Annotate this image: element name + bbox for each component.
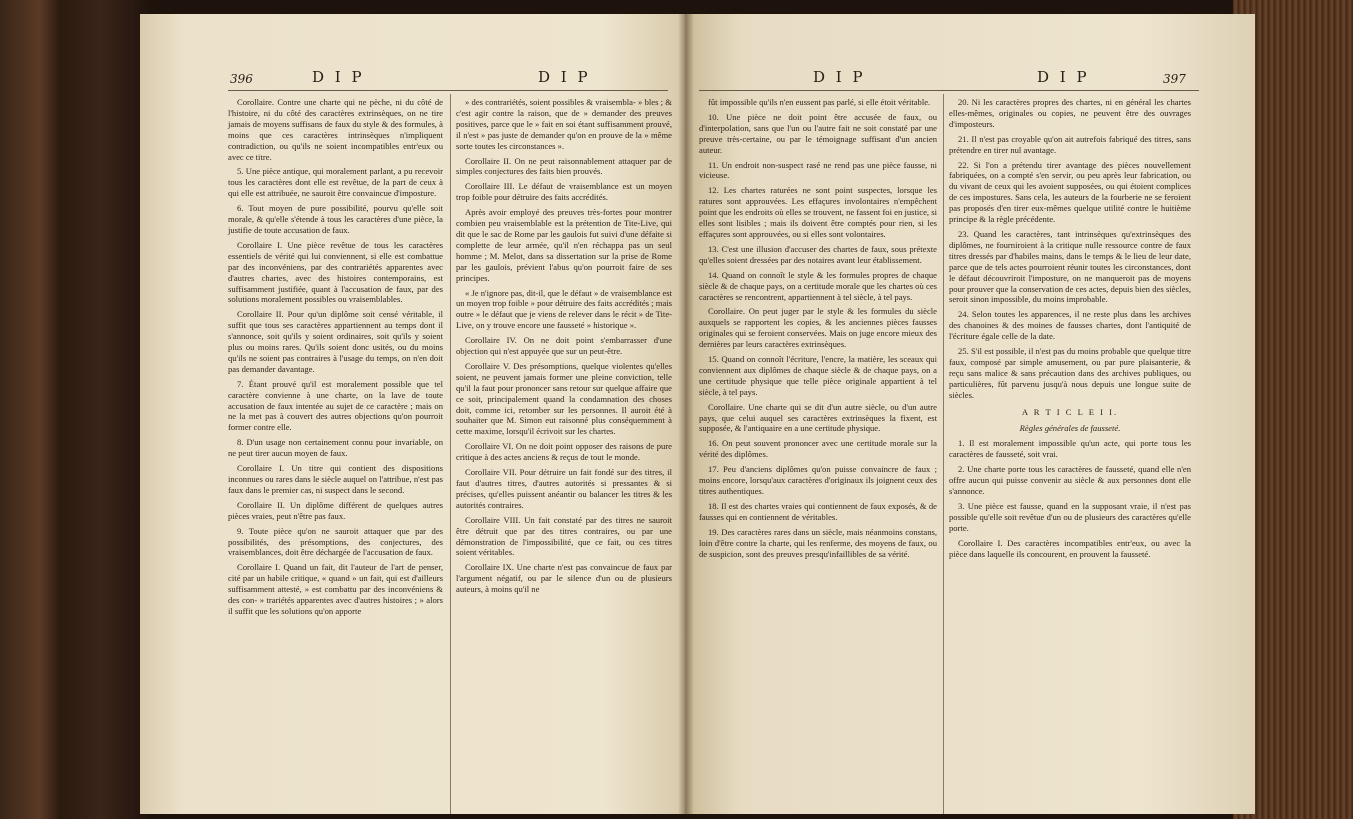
paragraph: 8. D'un usage non certainement connu pour invariable, on ne peut tirer aucun moyen de faux. xyxy=(228,437,443,459)
right-column-2 xyxy=(949,97,1191,563)
paragraph: 9. Toute pièce qu'on ne sauroit attaquer que par des possibilités, des présomptions, des conjectures, des vraisemblances, doit être déchargée de l'accusation de faux. xyxy=(228,525,443,558)
paragraph: Corollaire I. Une pièce revêtue de tous les caractères essentiels de vérité qui lui conviennent, si elle est combattue par des inconvéniens, par des contrariétés apparentes avec d'autres chartes, avec des histoires contemporains, est suffisamment justifiée, quant à l'accusation de faux, par des solutions moralement possibles ou vraisemblables. xyxy=(228,239,443,305)
paragraph: Corollaire. Contre une charte qui ne pèche, ni du côté de l'histoire, ni du côté des caractères extrinsèques, on ne tire jamais de moyens suffisans de faux du style & des formules, à moins que ces caractères intrinsèques n'impliquent contradiction, ou qu'ils ne soient incompatibles entr'eux ou avec ce titre. xyxy=(228,97,443,162)
paragraph: 11. Un endroit non-suspect rasé ne rend pas une pièce fausse, ni vicieuse. xyxy=(699,159,937,181)
paragraph: 23. Quand les caractères, tant intrinsèques qu'extrinsèques des diplômes, ne fourniroient à la critique nulle ressource contre de faux titres dressés par d'habiles mains, dans le temps & le lieu de leur date, parce que de tels actes pourroient réunir toutes les circonstances, dont le défaut découvriroit l'imposture, on ne manqueroit pas de moyens pour prouver que la conservation de ces actes, depuis bien des siècles, seroit sinon impossible, du moins improbable. xyxy=(949,228,1191,305)
paragraph: « Je n'ignore pas, dit-il, que le défaut » de vraisemblance est un moyen trop foible » pour détruire des faits accrédités ; mais outre » le défaut que je viens de relever dans le récit » de Tite-Live, on y trouve encore une fausseté » historique ». xyxy=(456,287,673,331)
left-column-1 xyxy=(228,97,443,621)
paragraph: 5. Une pièce antique, qui moralement parlant, a pu recevoir tous les caractères dont elle est revêtue, de la part de ceux à qui elle est attribuée, ne sauroit être convaincue d'imposture. xyxy=(228,166,443,199)
paragraph: Corollaire I. Des caractères incompatibles entr'eux, ou avec la pièce dans laquelle ils concourent, en prouvent la fausseté. xyxy=(949,537,1191,559)
paragraph: Après avoir employé des preuves très-fortes pour montrer combien peu vraisemblable est la prétention de Tite-Live, qui dit que le sac de Rome par les gaulois fut suivi d'une défaite si complette de leur armée, qu'il n'en réchappa pas un seul homme ; M. Melot, dans sa dissertation sur la prise de Rome par les gaulois, prévient l'abus qu'on pourroit faire de ses principes. xyxy=(456,207,672,283)
right-page xyxy=(685,14,1255,814)
right-header-left: D I P xyxy=(813,68,866,86)
paragraph: 18. Il est des chartes vraies qui contiennent de faux exposés, & de fausses qui en contiennent de véritables. xyxy=(699,500,937,522)
paragraph: fût impossible qu'ils n'en eussent pas parlé, si elle étoit véritable. xyxy=(708,97,931,107)
paragraph: Corollaire II. Un diplôme différent de quelques autres pièces vraies, peut n'être pas faux. xyxy=(228,499,443,521)
paragraph: Corollaire IX. Une charte n'est pas convaincue de faux par l'argument négatif, ou par le silence d'un ou de plusieurs auteurs, à moins qu'il ne xyxy=(456,562,672,595)
paragraph: Corollaire V. Des présomptions, quelque violentes qu'elles soient, ne peuvent jamais former une pleine conviction, telle qu'il la faut pour prononcer sans retour sur quelque affaire que ce soit, principalement quand la condamnation des choses doit, comme ici, retomber sur les personnes. Il auroit été à souhaiter que M. Simon eut raisonné plus conséquemment à cette maxime, lorsqu'il écrivoit sur les chartes. xyxy=(456,360,672,437)
paragraph: 1. Il est moralement impossible qu'un acte, qui porte tous les caractères de fausseté, soit vrai. xyxy=(949,438,1191,460)
right-page-number: 397 xyxy=(1163,72,1186,86)
paragraph: Corollaire VI. On ne doit point opposer des raisons de pure critique à des actes anciens & reçus de tout le monde. xyxy=(456,441,672,463)
paragraph: A R T I C L E I I. xyxy=(1021,406,1119,417)
paragraph: Corollaire VIII. Un fait constaté par des titres ne sauroit être détruit que par des titres contraires, ou par une démonstration de l'impossibilité, que ce fait, ou ces titres soient véritables. xyxy=(456,514,672,558)
paragraph: Corollaire I. Quand un fait, dit l'auteur de l'art de penser, cité par un habile critique, « quand » un fait, qui est d'ailleurs suffisamment attesté, » est combattu par des inconvéniens & des con- » trariétés apparentes avec d'autres histoires ; » alors il suffit que les solutions qu'on apporte xyxy=(228,562,443,616)
paragraph: Règles générales de fausseté. xyxy=(1019,423,1121,434)
paragraph: Corollaire I. Un titre qui contient des dispositions inconnues ou rares dans le siècle auquel on l'attribue, n'est pas faux dans le premier cas, ni suspect dans le second. xyxy=(228,463,443,495)
paragraph: 24. Selon toutes les apparences, il ne reste plus dans les archives des chanoines & des moines de fausses chartes, dont l'antiquité de l'écriture égale celle de la date. xyxy=(949,309,1191,342)
paragraph: 2. Une charte porte tous les caractères de fausseté, quand elle n'en offre aucun qui puisse convenir au siècle & aux personnes dont elle s'annonce. xyxy=(949,464,1191,496)
paragraph: 17. Peu d'anciens diplômes qu'on puisse convaincre de faux ; moins encore, lorsqu'aux caractères d'originaux ils joignent ceux des titres authentiques. xyxy=(699,464,937,496)
paragraph: » des contrariétés, soient possibles & vraisembla- » bles ; & c'est agir contre la raison, que de » demander des preuves positives, parce que le » fait en soi étant suffisamment prouvé, il n'est » pas juste de demander qu'on en prouve de la » même sorte toutes les circonstances ». xyxy=(456,97,672,151)
paragraph: 20. Ni les caractères propres des chartes, ni en général les chartes elles-mêmes, originales ou copies, ne peuvent être des ouvrages d'imposteurs. xyxy=(949,97,1191,129)
right-column-1 xyxy=(699,97,937,563)
left-header-left: D I P xyxy=(312,68,365,86)
paragraph: 7. Étant prouvé qu'il est moralement possible que tel caractère convienne à une charte, on la lave de toute accusation de faux intentée au sujet de ce caractère ; mais on ne la met pas à couvert des autres objections qu'on pourroit former contre elle. xyxy=(228,378,443,433)
left-page xyxy=(140,14,685,814)
paragraph: 25. S'il est possible, il n'est pas du moins probable que quelque titre faux, composé par simple amusement, ou par pure plaisanterie, & reçu sans malice & sans précaution dans des archives publiques, ou particulières, fût parvenu jusqu'à nous depuis une longue suite de siècles. xyxy=(949,346,1191,400)
paragraph: Corollaire II. Pour qu'un diplôme soit censé véritable, il suffit que tous ses caractères appartiennent au temps dont il s'annonce, soit qu'ils y soient ordinaires, soit qu'ils y soient plus ou moins rares. Qu'ils soient donc usités, ou du moins qu'ils ne soient pas contraires à l'usage du temps, on n'en doit pas demander davantage. xyxy=(228,309,443,374)
paragraph: Corollaire. Une charte qui se dit d'un autre siècle, ou d'un autre pays, que celui auquel ses caractères extrinsèques la fixent, est supposée, & l'antiquaire en a une certitude physique. xyxy=(699,401,937,434)
right-column-divider xyxy=(943,94,944,814)
paragraph: Corollaire VII. Pour détruire un fait fondé sur des titres, il faut d'autres titres, d'autres autorités si pressantes & si précises, qu'elles puissent anéantir ou balancer les titres & les autorités contraires. xyxy=(456,467,672,510)
paragraph: 19. Des caractères rares dans un siècle, mais néanmoins constans, loin d'être contre la charte, qui les renferme, des moyens de faux, ou de suspicion, sont des preuves presqu'infaillibles de sa vérité. xyxy=(699,526,937,559)
paragraph: 13. C'est une illusion d'accuser des chartes de faux, sous prétexte qu'elles soient dressées par des notaires avant leur établissement. xyxy=(699,243,937,265)
paragraph: 10. Une pièce ne doit point être accusée de faux, ou d'interpolation, sans que l'un ou l'autre fait ne soit constaté par une preuve très-certaine, ou par le témoignage suffisant d'un ancien auteur. xyxy=(699,111,937,155)
left-header-rule xyxy=(228,90,668,91)
left-column-divider xyxy=(450,94,451,814)
paragraph: 14. Quand on connoît le style & les formules propres de chaque siècle & de chaque pays, on a certitude morale que les chartes où ces caractères se rencontrent, appartiennent à tel siècle, à tel pays. xyxy=(699,269,937,302)
paragraph: Corollaire IV. On ne doit point s'embarrasser d'une objection qui n'est appuyée que sur un peut-être. xyxy=(456,335,672,357)
paragraph: 6. Tout moyen de pure possibilité, pourvu qu'elle soit morale, & qu'elle s'étende à tous les caractères d'une pièce, la justifie de toute accusation de faux. xyxy=(228,203,443,235)
paragraph: Corollaire II. On ne peut raisonnablement attaquer par de simples conjectures des faits bien prouvés. xyxy=(456,155,672,177)
paragraph: 12. Les chartes raturées ne sont point suspectes, lorsque les ratures sont approuvées. Les effaçures involontaires n'empêchent point que les endroits où elles se trouvent, ne fassent foi en justice, si elles sont lisibles ; mais ils doivent être comptés pour rien, si les effaçures sont approuvées, ou si elles sont volontaires. xyxy=(699,185,937,239)
paragraph: 3. Une pièce est fausse, quand en la supposant vraie, il n'est pas possible qu'elle soit revêtue d'un ou de plusieurs des caractères qu'elle porte. xyxy=(949,500,1191,533)
left-header-right: D I P xyxy=(538,68,591,86)
paragraph: 16. On peut souvent prononcer avec une certitude morale sur la vérité des diplômes. xyxy=(699,438,937,460)
paragraph: 15. Quand on connoît l'écriture, l'encre, la matière, les sceaux qui conviennent aux diplômes de chaque siècle & de chaque pays, on a une certitude physique que telle pièce originale appartient à tel siècle, à tel pays. xyxy=(699,354,937,397)
left-page-number: 396 xyxy=(230,72,253,86)
right-header-right: D I P xyxy=(1037,68,1090,86)
book-gutter xyxy=(678,14,694,814)
left-column-2 xyxy=(456,97,672,599)
paragraph: Corollaire. On peut juger par le style & les formules du siècle auxquels se rapportent les copies, & les anciennes pièces fausses originales qui se feroient conservées. Mais on juge encore mieux des dernières par leurs caractères extrinsèques. xyxy=(699,306,937,350)
paragraph: 22. Si l'on a prétendu tirer avantage des pièces nouvellement fabriquées, on a compté s'en servir, ou peu après leur fabrication, ou du vivant de ceux qui les avoient supposées, ou qui étoient complices de ces impostures. Sans cela, les auteurs de la fourberie ne se feroient pas proposés d'en tirer eux-mêmes quelque utilité contre le huitième principe & la règle précédente. xyxy=(949,159,1191,225)
right-header-rule xyxy=(699,90,1199,91)
paragraph: 21. Il n'est pas croyable qu'on ait autrefois fabriqué des titres, sans prétendre en tirer nul avantage. xyxy=(949,133,1191,155)
paragraph: Corollaire III. Le défaut de vraisemblance est un moyen trop foible pour détruire des faits accrédités. xyxy=(456,181,672,203)
